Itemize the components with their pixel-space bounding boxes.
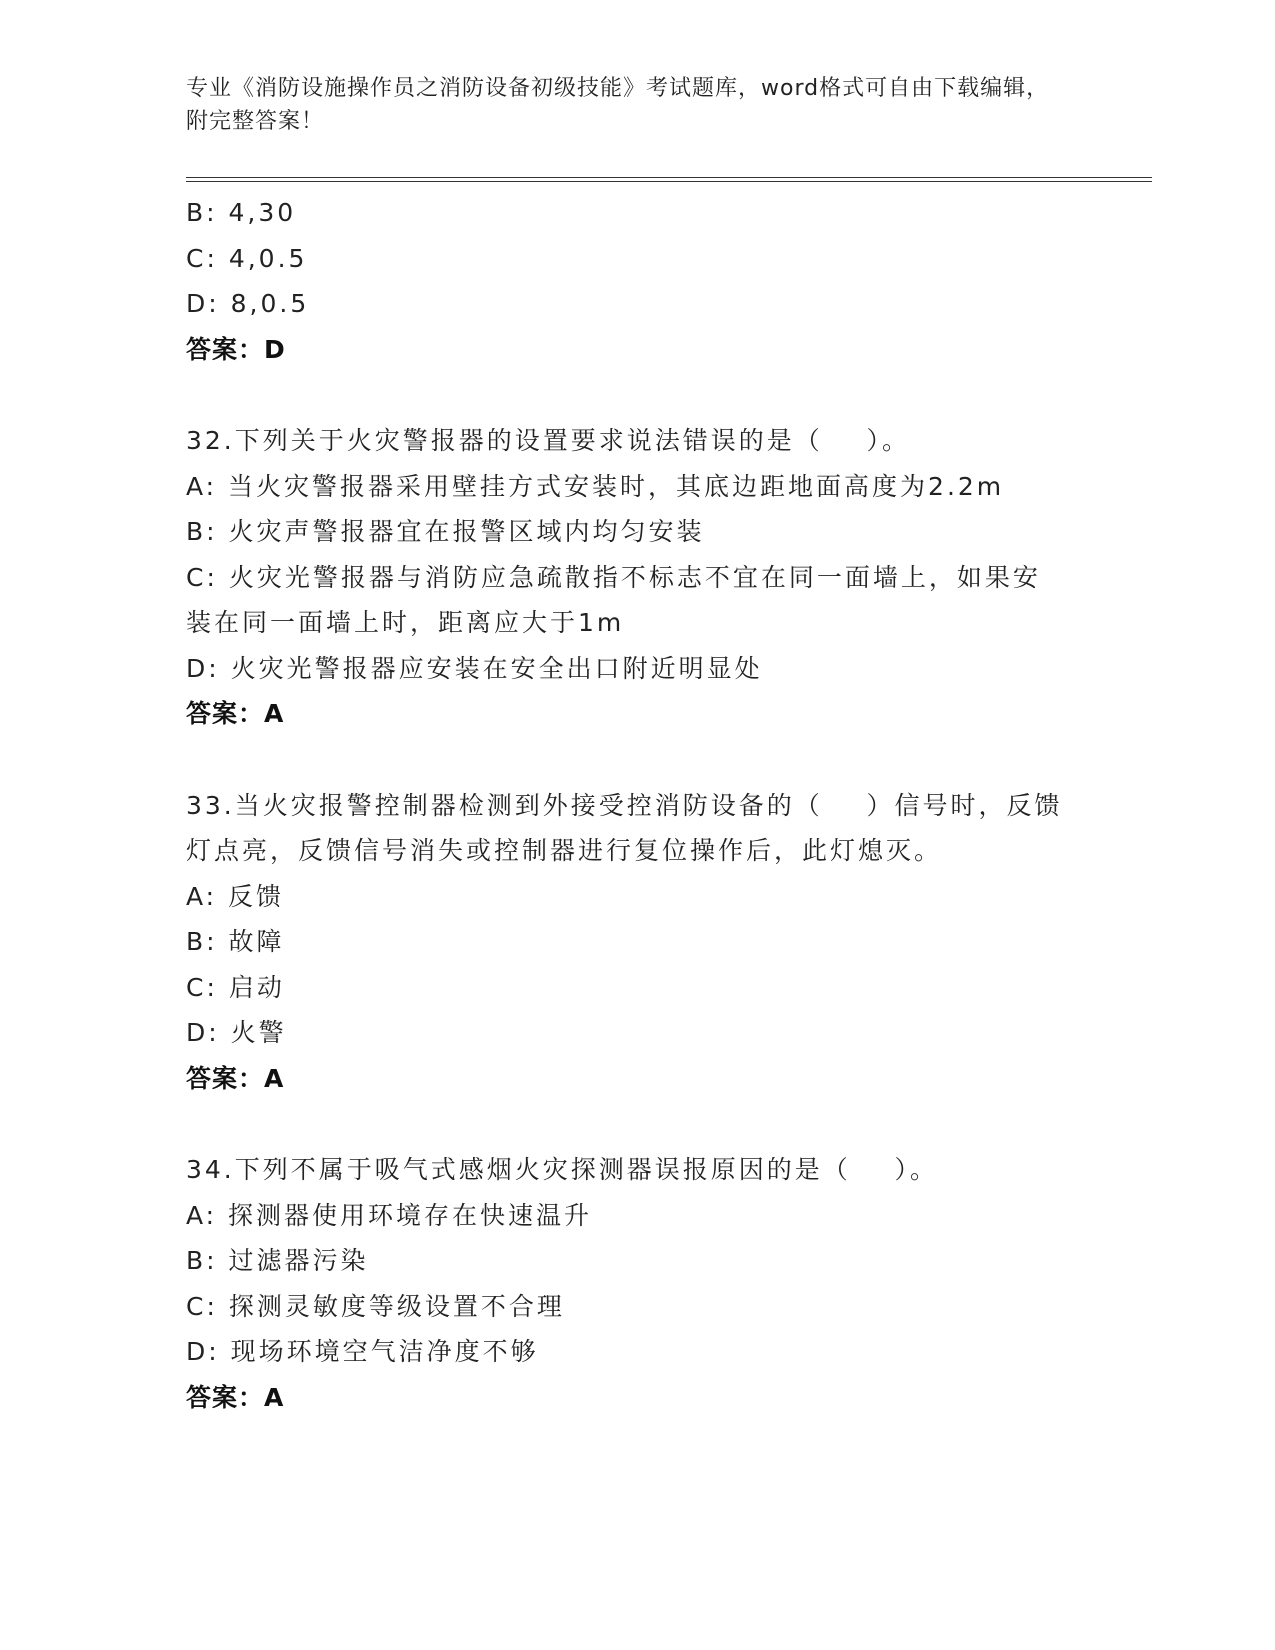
spacer xyxy=(186,1101,1076,1147)
option-d: D: 火灾光警报器应安装在安全出口附近明显处 xyxy=(186,653,763,683)
option-c: C: 探测灵敏度等级设置不合理 xyxy=(186,1291,565,1321)
question-34 xyxy=(186,1147,1076,1420)
spacer xyxy=(186,372,1076,418)
question-31-continued xyxy=(186,190,1076,372)
option-d: D: 现场环境空气洁净度不够 xyxy=(186,1337,539,1366)
question-stem: 34.下列不属于吸气式感烟火灾探测器误报原因的是（ ）。 xyxy=(186,1155,939,1184)
option-c: C: 4,0.5 xyxy=(186,243,308,273)
question-stem: 33.当火灾报警控制器检测到外接受控消防设备的（ ）信号时，反馈 xyxy=(186,790,1063,820)
answer: 答案：A xyxy=(186,1382,285,1412)
option-c: C: 启动 xyxy=(186,972,285,1002)
option-b: B: 过滤器污染 xyxy=(186,1246,369,1275)
question-32 xyxy=(186,418,1076,737)
option-b: B: 4,30 xyxy=(186,198,297,227)
spacer xyxy=(186,737,1076,783)
question-stem: 32.下列关于火灾警报器的设置要求说法错误的是（ ）。 xyxy=(186,426,911,455)
option-a: A: 反馈 xyxy=(186,881,285,911)
document-header xyxy=(186,72,1066,138)
option-b: B: 火灾声警报器宜在报警区域内均匀安装 xyxy=(186,517,705,546)
header-rule-bottom xyxy=(186,181,1152,182)
question-stem-continued: 灯点亮，反馈信号消失或控制器进行复位操作后，此灯熄灭。 xyxy=(186,836,943,865)
option-c: C: 火灾光警报器与消防应急疏散指不标志不宜在同一面墙上，如果安 xyxy=(186,562,1041,592)
answer: 答案：A xyxy=(186,699,285,728)
answer: 答案：A xyxy=(186,1063,285,1093)
option-b: B: 故障 xyxy=(186,927,285,956)
option-a: A: 当火灾警报器采用壁挂方式安装时，其底边距地面高度为2.2m xyxy=(186,471,1005,501)
option-c-continued: 装在同一面墙上时，距离应大于1m xyxy=(186,608,625,637)
option-d: D: 8,0.5 xyxy=(186,289,310,318)
header-rule-top xyxy=(186,177,1152,178)
document-body xyxy=(186,190,1076,1420)
option-d: D: 火警 xyxy=(186,1018,287,1047)
question-33 xyxy=(186,783,1076,1102)
option-a: A: 探测器使用环境存在快速温升 xyxy=(186,1200,593,1230)
header-title: 专业《消防设施操作员之消防设备初级技能》考试题库，word格式可自由下载编辑，附完整答案！ xyxy=(186,76,1050,134)
answer: 答案：D xyxy=(186,334,286,364)
